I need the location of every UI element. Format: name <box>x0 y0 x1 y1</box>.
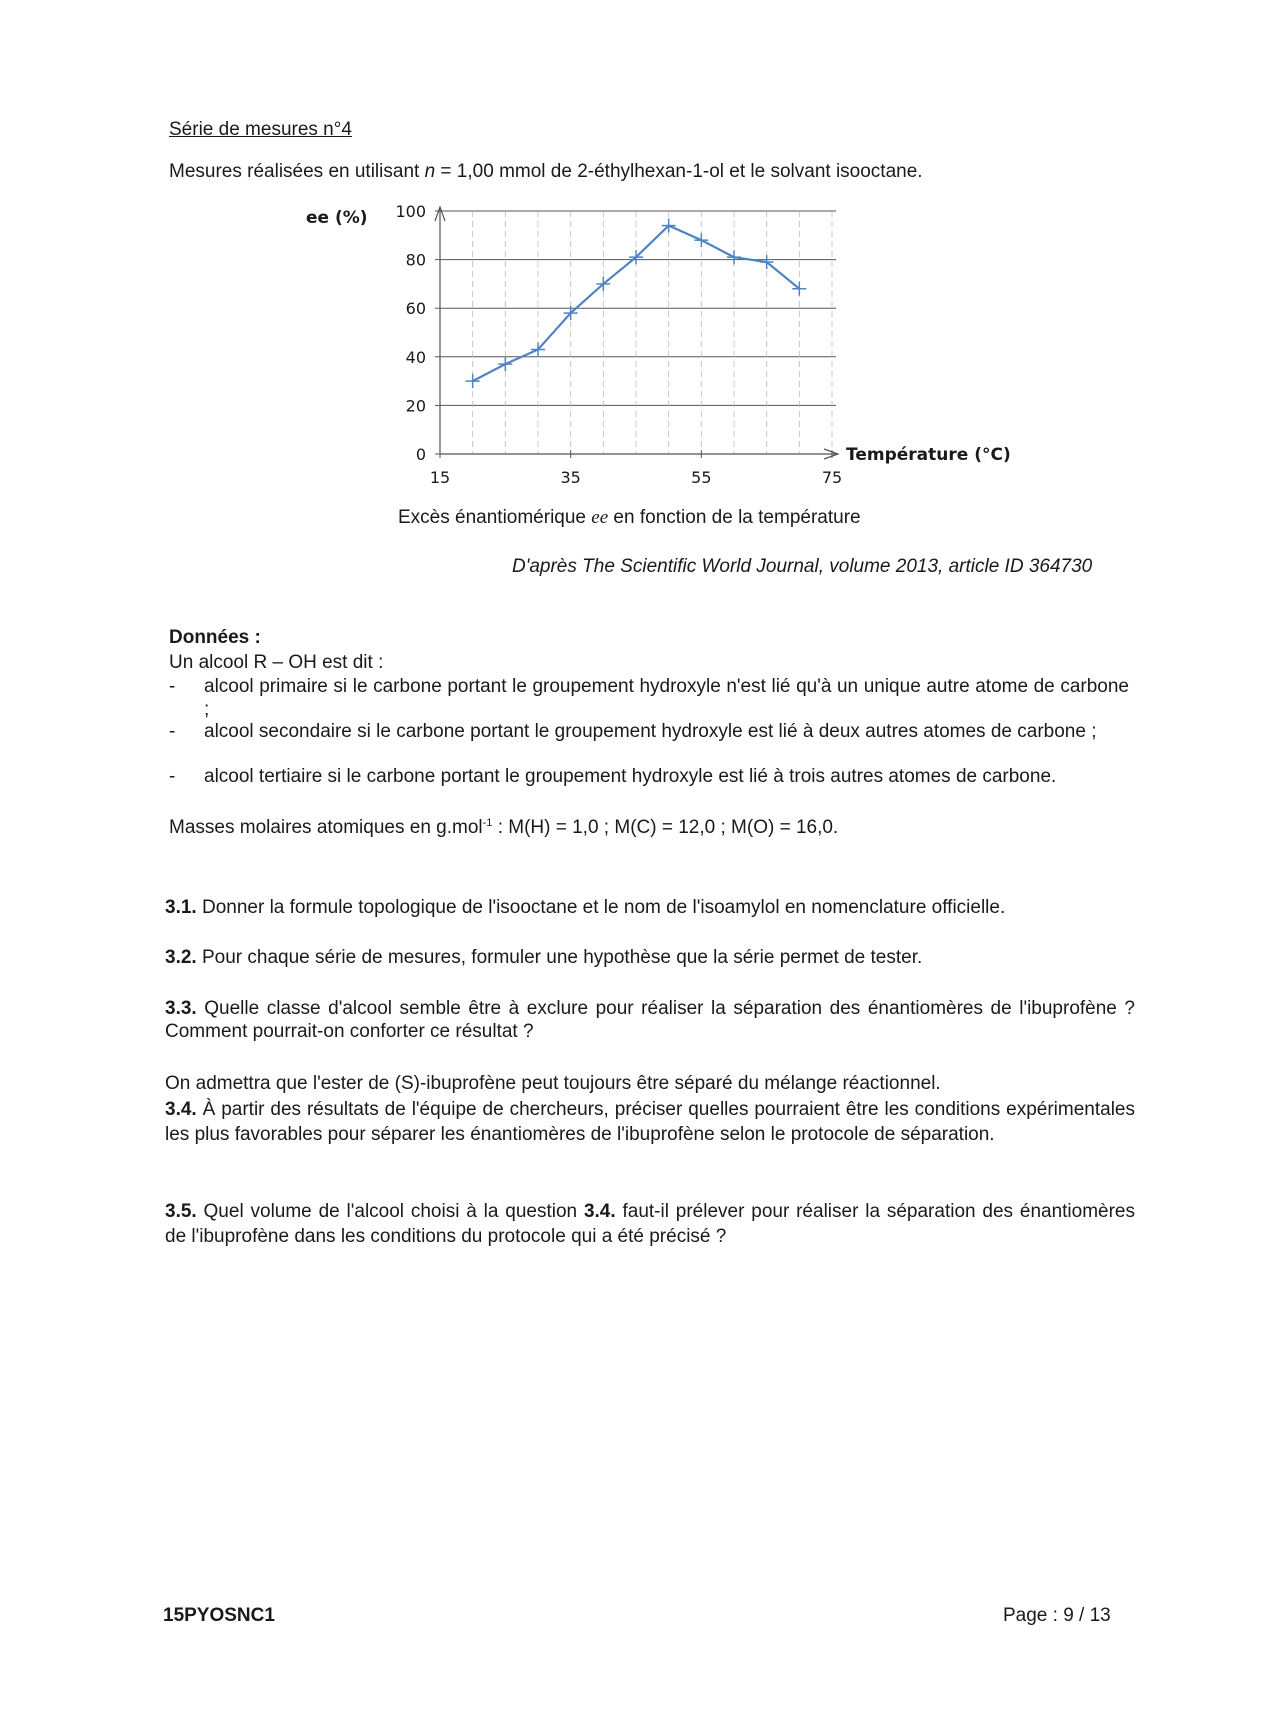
question-text-before: Quel volume de l'alcool choisi à la question <box>196 1201 584 1222</box>
x-tick-label: 55 <box>691 468 712 487</box>
molar-before: Masses molaires atomiques en g.mol <box>169 817 483 838</box>
chart-axes <box>435 207 838 459</box>
question-number: 3.5. <box>165 1201 197 1222</box>
question-3-1 <box>165 896 1005 919</box>
bullet-primary-alcohol: alcool primaire si le carbone portant le groupement hydroxyle n'est lié qu'à un unique autre atome de carbone ; <box>204 676 1129 720</box>
series-desc-variable: n <box>424 161 436 182</box>
x-tick-label: 15 <box>429 468 451 487</box>
question-number: 3.4. <box>165 1099 197 1120</box>
question-text: À partir des résultats de l'équipe de chercheurs, préciser quelles pourraient être les conditions expérimentales les plus favorables pour séparer les énantiomères de l'ibuprofène selon le protocole de séparation. <box>165 1099 1135 1145</box>
bullet-dash: - <box>169 676 176 697</box>
footer-page-number: Page : 9 / 13 <box>1003 1605 1111 1626</box>
source-citation: D'après The Scientific World Journal, volume 2013, article ID 364730 <box>512 556 1093 577</box>
question-number: 3.2. <box>165 947 197 968</box>
bullet-secondary-alcohol: alcool secondaire si le carbone portant le groupement hydroxyle est lié à deux autres atomes de carbone ; <box>204 721 1097 742</box>
bullet-tertiary-alcohol: alcool tertiaire si le carbone portant le groupement hydroxyle est lié à trois autres atomes de carbone. <box>204 766 1057 787</box>
question-3-5 <box>165 1199 1135 1249</box>
question-reference: 3.4. <box>583 1201 616 1222</box>
question-text: Pour chaque série de mesures, formuler une hypothèse que la série permet de tester. <box>196 947 923 968</box>
data-point-marker <box>466 374 480 388</box>
question-3-3 <box>165 997 1135 1043</box>
caption-variable: ee <box>591 507 609 528</box>
ester-note: On admettra que l'ester de (S)-ibuprofène peut toujours être séparé du mélange réactionnel. <box>165 1073 941 1094</box>
question-3-4 <box>165 1097 1135 1147</box>
series-desc-before: Mesures réalisées en utilisant <box>169 161 425 182</box>
y-tick-label: 60 <box>405 299 426 319</box>
y-tick-label: 0 <box>415 445 426 464</box>
question-number: 3.1. <box>165 897 197 918</box>
data-point-marker <box>694 233 708 247</box>
footer-exam-code: 15PYOSNC1 <box>163 1605 275 1626</box>
data-point-marker <box>498 357 512 371</box>
chart-y-axis-label: ee (%) <box>306 208 368 228</box>
caption-before: Excès énantiomérique <box>398 507 592 528</box>
question-number: 3.3. <box>165 998 197 1019</box>
caption-after: en fonction de la température <box>608 507 861 528</box>
chart-caption <box>398 506 861 529</box>
question-text-after: faut-il prélever pour réaliser la séparation des énantiomères de l'ibuprofène dans les conditions du protocole qui a été précisé ? <box>165 1201 1135 1247</box>
y-tick-label: 40 <box>405 347 426 367</box>
bullet-dash: - <box>169 721 176 742</box>
question-3-2 <box>165 946 922 969</box>
molar-exponent: -1 <box>482 817 493 829</box>
x-tick-label: 35 <box>560 468 581 487</box>
series-description <box>169 160 923 183</box>
molar-after: : M(H) = 1,0 ; M(C) = 12,0 ; M(O) = 16,0. <box>492 817 839 838</box>
x-tick-label: 75 <box>821 468 843 487</box>
question-text: Donner la formule topologique de l'isooctane et le nom de l'isoamylol en nomenclature officielle. <box>196 897 1006 918</box>
bullet-dash: - <box>169 766 176 787</box>
chart-grid <box>435 211 836 458</box>
y-tick-label: 20 <box>405 396 426 416</box>
ee-vs-temperature-chart <box>300 198 1020 498</box>
y-tick-label: 100 <box>395 202 426 221</box>
series-desc-after: = 1,00 mmol de 2-éthylhexan-1-ol et le solvant isooctane. <box>435 161 923 182</box>
chart-x-axis-label: Température (°C) <box>846 445 1011 465</box>
data-heading: Données : <box>169 627 261 648</box>
series-heading: Série de mesures n°4 <box>169 119 352 140</box>
data-point-marker <box>727 250 741 264</box>
chart-tick-labels <box>395 202 842 487</box>
y-tick-label: 80 <box>405 250 426 270</box>
molar-masses-line <box>169 816 838 839</box>
question-text: Quelle classe d'alcool semble être à exclure pour réaliser la séparation des énantiomères de l'ibuprofène ? Comment pourrait-on conforter ce résultat ? <box>165 998 1135 1042</box>
alcohol-definition-intro: Un alcool R – OH est dit : <box>169 652 384 673</box>
